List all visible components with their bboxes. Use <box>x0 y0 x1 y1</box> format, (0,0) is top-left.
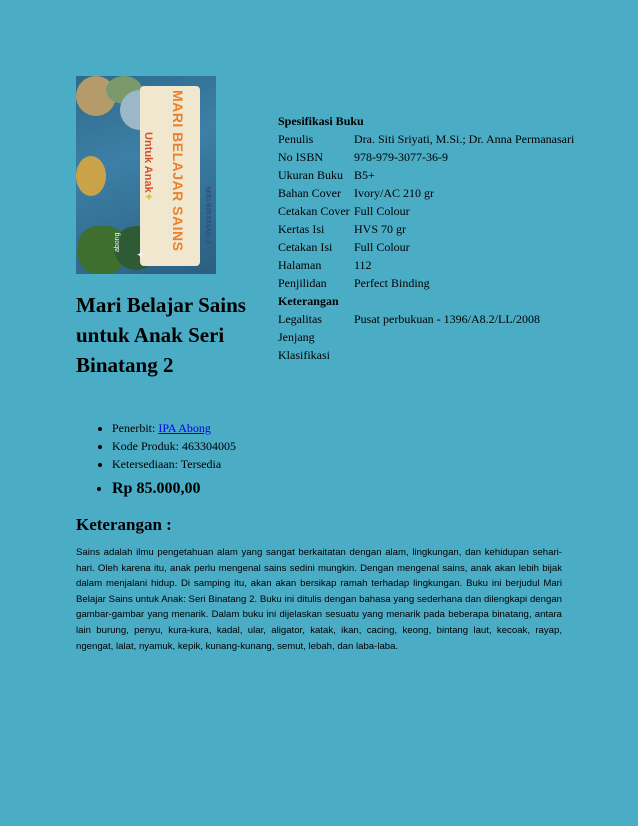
table-row: Cetakan Isi Full Colour <box>278 240 410 254</box>
publisher-link[interactable]: IPA Abong <box>158 421 211 435</box>
cover-subtitle: Untuk Anak <box>142 132 154 193</box>
cover-photo-insect <box>76 156 106 196</box>
table-row: Penulis Dra. Siti Sriyati, M.Si.; Dr. Anna Permanasari <box>278 132 575 146</box>
publisher-label: Penerbit: <box>112 421 159 435</box>
cover-series: SERI BINATANG 2 <box>204 186 212 244</box>
specifications-table <box>278 112 574 364</box>
table-row: Halaman 112 <box>278 258 372 272</box>
table-row: Legalitas Pusat perbukuan - 1396/A8.2/LL/2008 <box>278 312 540 326</box>
book-cover-image <box>76 76 216 274</box>
description-heading: Keterangan : <box>76 515 172 534</box>
table-row: Bahan Cover Ivory/AC 210 gr <box>278 186 434 200</box>
price-list <box>76 477 200 501</box>
table-row: No ISBN 978-979-3077-36-9 <box>278 150 448 164</box>
specs-keterangan-heading: Keterangan <box>278 294 339 308</box>
table-row: Jenjang <box>278 330 315 344</box>
butterfly-icon: ✦ <box>136 248 147 262</box>
book-title: Mari Belajar Sains untuk Anak Seri Binatang 2 <box>76 293 246 377</box>
list-item <box>112 419 236 437</box>
specs-heading: Spesifikasi Buku <box>278 114 364 128</box>
table-row: Ukuran Buku B5+ <box>278 168 375 182</box>
cover-title: MARI BELAJAR SAINS <box>170 90 186 252</box>
product-meta-list <box>76 419 236 473</box>
list-item: • Ketersediaan: Tersedia <box>112 455 236 473</box>
list-item: • Kode Produk: 463304005 <box>112 437 236 455</box>
table-row: Cetakan Cover Full Colour <box>278 204 410 218</box>
description-text: Sains adalah ilmu pengetahuan alam yang sangat berkaitatan dengan alam, lingkungan, dan kehidupan sehari-hari. Oleh karena itu, anak perlu mengenal sains sedini mungkin. Dengan mengenal sains, anak akan lebih bijak dalam menjalani hidup. Di samping itu, akan akan bersikap ramah terhadap lingkungan. Buku ini berjudul Mari Belajar Sains untuk Anak: Seri Binatang 2. Buku ini ditulis dengan bahasa yang sederhana dan dilengkapi dengan gambar-gambar yang menarik. Dalam buku ini dijelaskan sesuatu yang menarik pada beberapa binatang, antara lain burung, penyu, kura-kura, kadal, ular, aligator, katak, ikan, cacing, keong, bintang laut, kecoak, rayap, ngengat, lalat, nyamuk, kepik, kunang-kunang, semut, lebah, dan laba-laba. <box>76 547 562 652</box>
cover-publisher-logo: abong <box>114 232 121 252</box>
price: • Rp 85.000,00 <box>112 477 200 501</box>
table-row: Kertas Isi HVS 70 gr <box>278 222 407 236</box>
butterfly-icon: ✦ <box>144 190 155 204</box>
table-row: Penjilidan Perfect Binding <box>278 276 430 290</box>
table-row: Klasifikasi <box>278 348 330 362</box>
